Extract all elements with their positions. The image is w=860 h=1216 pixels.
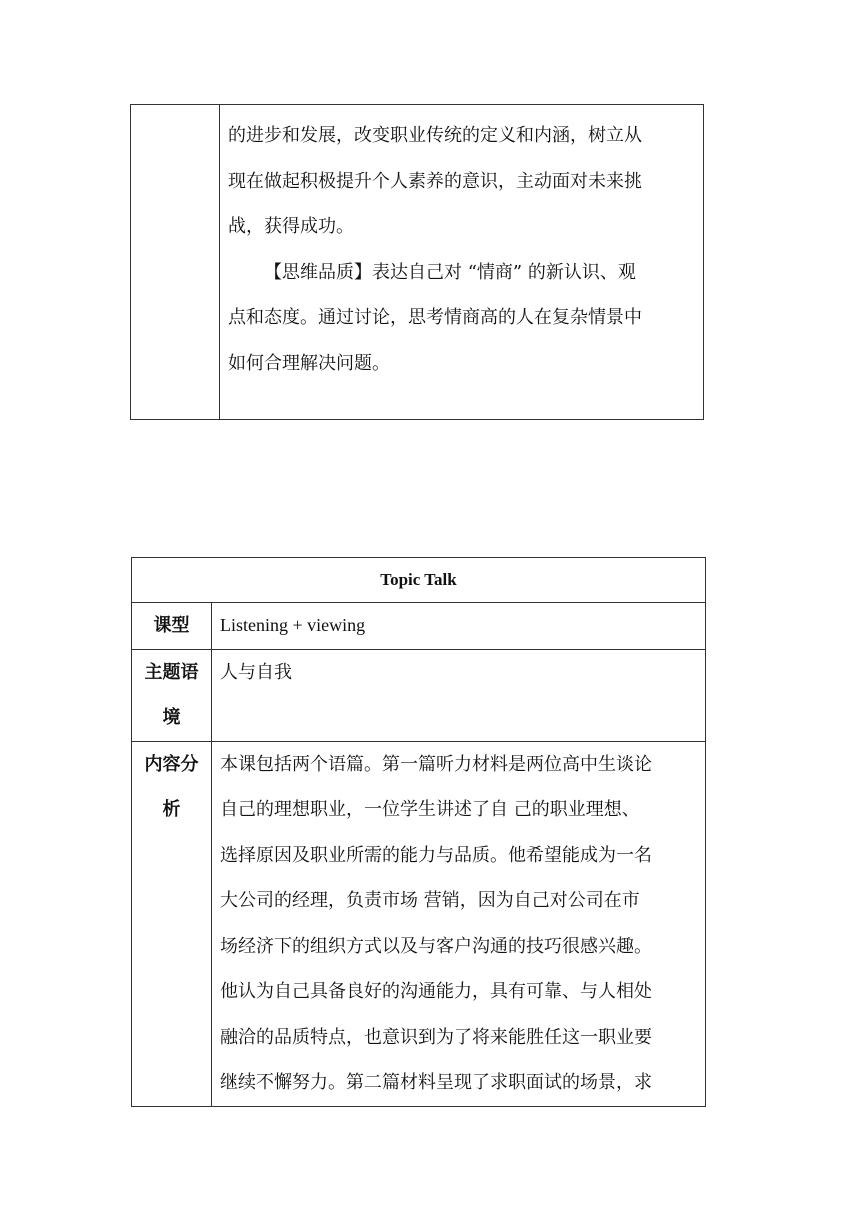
text-line: 选择原因及职业所需的能力与品质。他希望能成为一名 [220, 844, 652, 866]
text-line: 场经济下的组织方式以及与客户沟通的技巧很感兴趣。 [220, 935, 652, 957]
row-label-content-analysis [132, 741, 212, 1106]
text-line: 战，获得成功。 [228, 216, 354, 237]
objective-text-cell [220, 105, 704, 420]
continuation-table [130, 104, 704, 420]
label-line: 主题语 [144, 661, 199, 683]
row-label-theme [132, 649, 212, 741]
lesson-type-value: Listening + viewing [212, 603, 706, 650]
label-line: 内容分 [144, 753, 199, 775]
text-line: 自己的理想职业，一位学生讲述了自 己的职业理想、 [220, 799, 640, 820]
text-line: 【思维品质】表达自己对 “情商” 的新认识、观 [264, 261, 636, 283]
label-line: 境 [162, 707, 181, 728]
theme-value: 人与自我 [212, 649, 706, 741]
text-line: 本课包括两个语篇。第一篇听力材料是两位高中生谈论 [220, 753, 652, 775]
text-line: 他认为自己具备良好的沟通能力，具有可靠、与人相处 [220, 981, 652, 1002]
text-line: 大公司的经理，负责市场 营销，因为自己对公司在市 [220, 890, 640, 911]
empty-label-cell [131, 105, 220, 420]
content-analysis-value [212, 741, 706, 1106]
text-line: 现在做起积极提升个人素养的意识，主动面对未来挑 [228, 170, 642, 192]
lesson-table [131, 557, 706, 1107]
label-line: 析 [162, 799, 181, 820]
text-line: 继续不懈努力。第二篇材料呈现了求职面试的场景，求 [220, 1072, 652, 1093]
table-title: Topic Talk [132, 558, 706, 603]
text-line: 如何合理解决问题。 [228, 352, 390, 374]
text-line: 融洽的品质特点，也意识到为了将来能胜任这一职业要 [220, 1026, 652, 1048]
row-label-lesson-type: 课型 [132, 603, 212, 650]
text-line: 点和态度。通过讨论，思考情商高的人在复杂情景中 [228, 307, 642, 328]
text-line: 的进步和发展，改变职业传统的定义和内涵，树立从 [228, 125, 642, 146]
